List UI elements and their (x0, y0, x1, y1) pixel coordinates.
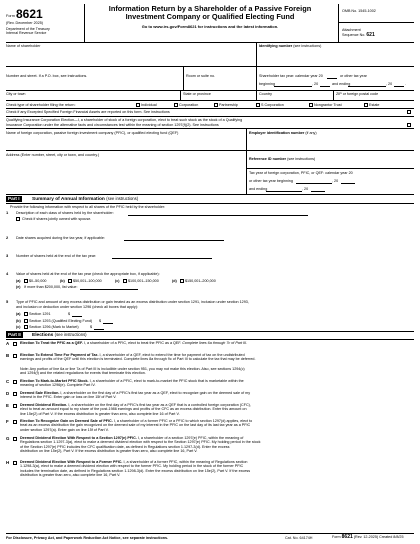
election-g-letter: G (6, 436, 10, 441)
election-d-text (20, 391, 416, 400)
excepted-assets-checkbox[interactable] (407, 110, 411, 114)
election-body: I, a shareholder of a former PFIC, within the meaning of Regulations section (122, 460, 248, 464)
election-instruction: Complete lines 6a through 7c of Part III. (181, 341, 248, 345)
section-1291-checkbox[interactable] (24, 312, 28, 316)
election-body: I, a shareholder on the first day of a PFIC's first tax year as a QEF that is a controlled foreign corporation (CFC), (67, 403, 251, 407)
value-150k-200k-label: $150,001–200,000 (185, 279, 216, 283)
line5-label-2: and inclusion or deduction under section 1296 (check all boxes that apply): (16, 304, 138, 309)
part1-intro: Provide the following information with respect to all shares of the PFIC held by the shareholder: (10, 205, 166, 209)
street-label: Number and street. If a P.O. box, see instructions. (6, 74, 88, 78)
form-word: Form (6, 14, 15, 18)
type-partnership-checkbox[interactable] (214, 103, 218, 107)
period-mark: . (405, 82, 407, 86)
election-e-letter: E (6, 403, 9, 408)
line5c-letter: (c) (16, 325, 21, 329)
pfic-and-ending-label: and ending (249, 187, 268, 191)
state-label: State or province (183, 92, 211, 96)
election-heading: Election To Treat the PFIC as a QEF. (20, 341, 83, 345)
election-e-text (20, 403, 416, 416)
attachment-label: Attachment (342, 28, 361, 32)
line1-label: Description of each class of shares held by the shareholder: (16, 211, 114, 215)
room-label: Room or suite no. (186, 74, 216, 78)
line3-number: 3 (6, 253, 9, 258)
beginning-label: beginning (259, 82, 275, 86)
line2-label: Date shares acquired during the tax year, if applicable: (16, 236, 105, 240)
election-e-checkbox[interactable] (13, 404, 17, 408)
line5a-letter: (a) (16, 312, 21, 316)
shares-held-field[interactable] (112, 258, 212, 259)
value-over-200k-field[interactable] (80, 289, 138, 290)
type-individual-checkbox[interactable] (136, 103, 140, 107)
election-body: I, a shareholder of a PFIC, elect to mark-to-market the PFIC stock that is marketable within the (88, 379, 244, 383)
other-tax-year-label: or other tax year (340, 74, 367, 78)
line2-number: 2 (6, 235, 9, 240)
election-body-continued: treat as an excess distribution the gain recognized on the deemed sale of my interest in the PFIC on the last day of its last tax year as a PFIC (20, 423, 251, 428)
excepted-assets-label: Check if any Excepted Specified Foreign Financial Assets are reported on this form. See instructions (6, 110, 170, 114)
election-body-continued: meaning of section 1296(e). Complete Part IV. (20, 383, 96, 388)
election-body: I, a shareholder of a QEF, elect to extend the time for payment of tax on the undistributed (98, 353, 245, 357)
election-heading: Election To Recognize Gain on Deemed Sale of PFIC. (20, 419, 113, 423)
election-c-checkbox[interactable] (13, 380, 17, 384)
omb-number: OMB No. 1545-1002 (342, 9, 376, 13)
line4e-letter: (e) (16, 285, 21, 289)
election-h-letter: H (6, 460, 10, 465)
line4-number: 4 (6, 271, 9, 276)
qic-election-line1: Qualifying Insurance Corporation Election—I, a shareholder of stock of a foreign corporation, elect to treat such stock as the stock of a Qualifying (6, 118, 243, 122)
election-body-continued: includes the termination date, as defined in Regulations section 1.1298-3(d). Enter the excess distribution on line 15e(2), Part V. If the excess (20, 468, 251, 473)
type-nongrantor-trust-label: Nongrantor Trust (314, 102, 342, 107)
department-line: Department of the Treasury (6, 27, 50, 31)
type-estate-checkbox[interactable] (364, 103, 368, 107)
section-1293-checkbox[interactable] (24, 319, 28, 323)
shareholder-name-label: Name of shareholder (6, 44, 41, 48)
election-h-text (20, 460, 416, 478)
sequence-label: Sequence No. 621 (342, 31, 375, 38)
section-1291-dollar: $ (68, 312, 71, 316)
part2-tag: Part II (8, 332, 21, 337)
city-label: City or town (6, 92, 26, 96)
election-body-continued: of the Section 1297(e) PFIC includes the CFC qualification date, as defined in Regulations section 1.1297-3(d). Enter the excess (20, 444, 230, 449)
section-1291-label: Section 1291 (29, 312, 51, 316)
shareholder-name-field[interactable] (6, 49, 255, 61)
election-body-continued: 1.1298-3(a), elect to make a deemed dividend election with respect to the former PFIC. My holding period in the stock of the former PFIC (20, 464, 244, 469)
pfic-comma-20-2: , 20 (302, 187, 309, 191)
form-revision: (Rev. December 2025) (6, 20, 44, 25)
election-b-text (20, 353, 416, 362)
election-body-continued: distribution is greater than zero, also complete line 16, Part V. (20, 473, 121, 478)
election-body: I, a shareholder on the first day of a PFIC's first tax year as a QEF, elect to recognize gain on the deemed sale of my (59, 391, 251, 395)
election-g-checkbox[interactable] (13, 437, 17, 441)
line5-number: 5 (6, 299, 9, 304)
qic-election-line2: Insurance Corporation under the alternative facts and circumstances test within the meaning of section 1297(f)(2). See instructions (6, 122, 219, 127)
type-estate-label: Estate (369, 102, 380, 107)
country-label: Country (259, 92, 272, 96)
ein-label: Employer identification number (if any) (249, 131, 317, 135)
value-over-200k-label: If more than $200,000, list value: (24, 285, 78, 289)
election-heading: Election To Mark-to-Market PFIC Stock. (20, 379, 89, 383)
date-acquired-field[interactable] (124, 240, 224, 241)
comma-20-1: , 20 (312, 82, 319, 86)
form-title-block (86, 5, 334, 41)
form-title-line1: Information Return by a Shareholder of a Passive Foreign (108, 4, 312, 13)
section-1291-amount[interactable] (72, 316, 82, 317)
line1-number: 1 (6, 210, 9, 215)
footer-cat-no: Cat. No. 64174H (285, 535, 313, 540)
value-100k-150k-label: $100,001–150,000 (128, 279, 159, 283)
reference-id-label: Reference ID number (see instructions) (249, 157, 316, 161)
part2-title: Elections (see instructions) (32, 331, 87, 338)
election-body-continued: earnings and profits of the QEF until this election is terminated. Complete lines 8a through 9c of Part III to calculate the tax that may be deferred. (20, 357, 256, 362)
election-body: I, a shareholder of a PFIC, elect to treat the PFIC as a QEF. (82, 341, 182, 345)
election-heading: Deemed Dividend Election. (20, 403, 68, 407)
election-body-continued: line 15e(2) of Part V. If the excess distribution is greater than zero, also complete line 16 of Part V. (20, 411, 180, 416)
pfic-other-year-label: or other tax year beginning (249, 179, 293, 183)
jointly-owned-checkbox[interactable] (16, 217, 20, 221)
value-0-50k-checkbox[interactable] (24, 279, 28, 283)
type-s-corporation-checkbox[interactable] (256, 103, 260, 107)
form-title-line2: Investment Company or Qualified Electing Fund (125, 12, 295, 22)
election-f-text (20, 419, 416, 432)
election-body: I, a shareholder of a former PFIC or a PFIC to which section 1297(d) applies, elect to (112, 419, 253, 423)
election-body-continued: Regulations section 1.1297-3(a), elect to make a deemed dividend election with respect to the Section 1297(e) PFIC. My holding period in the stock (20, 440, 261, 445)
shareholder-tax-year-label: Shareholder tax year: calendar year 20 (259, 74, 323, 78)
line4d-letter: (d) (172, 279, 177, 283)
shareholder-type-label: Check type of shareholder filing the return: (6, 102, 76, 107)
type-nongrantor-trust-checkbox[interactable] (309, 103, 313, 107)
line5-label-1: Type of PFIC and amount of any excess distribution or gain treated as an excess distribution under section 1291, inclusion under section 1293, (16, 300, 249, 304)
form-id-block (6, 6, 84, 44)
type-individual-label: Individual (141, 102, 157, 107)
part1-tag: Part I (8, 196, 20, 201)
footer-notice: For Disclosure, Privacy Act, and Paperwork Reduction Act Notice, see separate instructions. (6, 535, 169, 540)
form-number: 8621 (16, 7, 43, 21)
line4b-letter: (b) (60, 279, 65, 283)
election-c-letter: C (6, 379, 10, 384)
election-f-letter: F (6, 419, 9, 424)
qic-election-checkbox[interactable] (407, 123, 411, 127)
form-instructions-link[interactable]: Go to www.irs.gov/Form8621 for instructions and the latest information. (141, 23, 279, 29)
jointly-owned-label: Check if shares jointly owned with spouse. (22, 217, 92, 221)
type-corporation-checkbox[interactable] (174, 103, 178, 107)
election-d-checkbox[interactable] (13, 392, 17, 396)
election-body-continued: distribution on line 15e(2), Part V. If the excess distribution is greater than zero, also complete line 16, Part V. (20, 449, 198, 454)
election-body: Note: Any portion of line 6a or line 7a of Part III is includible under section 951, you may not make this election. Also, see sections 1294(c) (20, 367, 245, 371)
line3-label: Number of shares held at the end of the tax year: (16, 254, 97, 258)
line4-label: Value of shares held at the end of the tax year (check the appropriate box, if applicable): (16, 272, 160, 276)
value-0-50k-label: $0–50,000 (29, 279, 47, 283)
election-a-letter: A (6, 341, 10, 346)
section-1296-label: Section 1296 (Mark to Market) (29, 325, 79, 329)
type-corporation-label: Corporation (179, 102, 199, 107)
line4c-letter: (c) (115, 279, 120, 283)
part1-title: Summary of Annual Information (see instructions) (32, 195, 139, 202)
election-body-continued: interest in the PFIC. Enter gain or loss on line 15f of Part V. (20, 395, 117, 400)
pfic-comma-20-1: , 20 (332, 179, 339, 183)
identifying-number-label: Identifying number (see instructions) (259, 44, 322, 48)
zip-label: ZIP or foreign postal code (336, 92, 379, 96)
comma-20-2: , 20 (386, 82, 393, 86)
section-1293-amount[interactable] (103, 323, 113, 324)
value-50k-100k-label: $50,001–100,000 (73, 279, 102, 283)
line4a-letter: (a) (16, 279, 21, 283)
type-partnership-label: Partnership (219, 102, 238, 107)
election-d-letter: D (6, 391, 10, 396)
election-b-checkbox[interactable] (13, 354, 17, 358)
election-heading: Election To Extend Time For Payment of Tax. (20, 353, 99, 357)
pfic-tax-year-label: Tax year of foreign corporation, PFIC, or QEF: calendar year 20 (249, 171, 353, 175)
election-b-letter: B (6, 353, 10, 358)
section-1293-label: Section 1293 (Qualified Electing Fund) (29, 318, 93, 323)
section-1296-checkbox[interactable] (24, 325, 28, 329)
election-h-checkbox[interactable] (13, 461, 17, 465)
election-heading: Deemed Sale Election. (20, 391, 60, 395)
section-1296-dollar: $ (90, 325, 93, 329)
election-f-checkbox[interactable] (13, 420, 17, 424)
election-body-continued: under section 1297(a). Enter gain on line 15f of Part V. (20, 427, 109, 432)
value-100k-150k-checkbox[interactable] (123, 279, 127, 283)
value-50k-100k-checkbox[interactable] (68, 279, 72, 283)
election-heading: Deemed Dividend Election With Respect to a Former PFIC. (20, 460, 123, 464)
foreign-address-label: Address (Enter number, street, city or town, and country.) (6, 153, 100, 157)
footer-form-id: Form 8621 (Rev. 12-2025) Created 8/8/25 (332, 534, 404, 540)
election-a-text (20, 341, 416, 345)
election-g-text (20, 436, 416, 454)
election-a-checkbox[interactable] (13, 342, 17, 346)
election-body: I, a shareholder of a section 1297(e) PFIC, within the meaning of (136, 436, 244, 440)
and-ending-label: and ending (332, 82, 351, 86)
election-heading: Deemed Dividend Election With Respect to a Section 1297(e) PFIC. (20, 436, 137, 440)
section-1293-dollar: $ (99, 318, 102, 323)
election-body-continued: elect to treat an amount equal to my share of the post-1986 earnings and profits of the CFC as an excess distribution. Enter this amount on (20, 407, 247, 412)
irs-line: Internal Revenue Service (6, 31, 47, 35)
type-s-corporation-label: S Corporation (261, 102, 284, 107)
foreign-corp-name-label: Name of foreign corporation, passive foreign investment company (PFIC), or qualified electing fund (QEF) (6, 131, 179, 135)
line5b-letter: (b) (16, 318, 21, 323)
election-c-text (20, 379, 416, 388)
election-note-text (20, 367, 416, 376)
section-1296-amount[interactable] (94, 329, 104, 330)
value-150k-200k-checkbox[interactable] (180, 279, 184, 283)
election-body-continued: and 1294(f) and the related regulations for events that terminate this election. (20, 371, 146, 376)
